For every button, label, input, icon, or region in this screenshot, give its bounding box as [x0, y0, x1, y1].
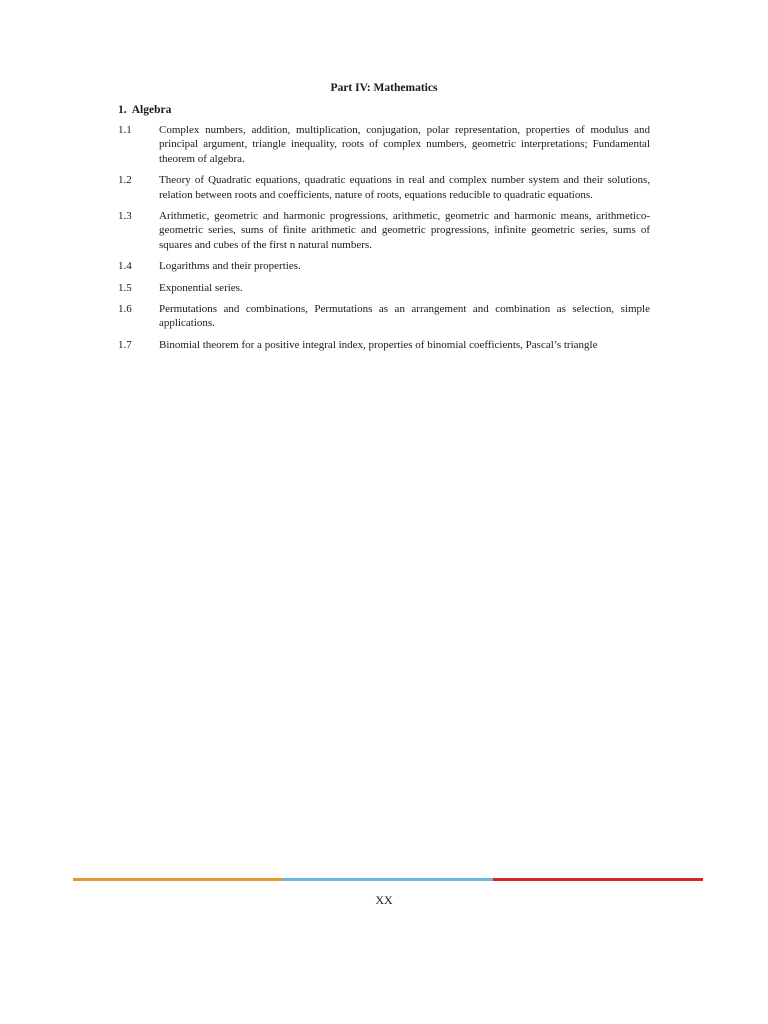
item-number: 1.7 — [118, 338, 132, 351]
footer-rule-blue — [283, 878, 493, 881]
list-item — [118, 173, 650, 202]
list-item — [118, 302, 650, 331]
item-number: 1.2 — [118, 174, 132, 187]
item-number: 1.3 — [118, 210, 132, 223]
item-number: 1.4 — [118, 260, 132, 273]
page-number: XX — [375, 893, 393, 907]
footer-rule-red — [493, 878, 703, 881]
item-text: Exponential series. — [159, 281, 243, 294]
item-text: Arithmetic, geometric and harmonic progressions, arithmetic, geometric and harmonic means, arithmetico-geometric series, sums of finite arithmetic and geometric progressions, infinite geometric series, sums of squares and cubes of the first n natural numbers. — [159, 210, 650, 251]
section-number: 1. — [118, 104, 127, 116]
footer-rule-orange — [73, 878, 283, 881]
item-number: 1.5 — [118, 281, 132, 294]
item-text: Logarithms and their properties. — [159, 260, 301, 273]
item-number: 1.1 — [118, 124, 132, 136]
topic-list — [118, 123, 650, 359]
footer-rule — [73, 878, 703, 881]
item-number: 1.6 — [118, 303, 132, 316]
list-item — [118, 259, 650, 273]
list-item — [118, 123, 650, 166]
page-title: Part IV: Mathematics — [330, 82, 438, 94]
list-item — [118, 281, 650, 295]
section-title: Algebra — [131, 104, 172, 116]
item-text: Binomial theorem for a positive integral index, properties of binomial coefficients, Pascal’s triangle — [159, 338, 598, 351]
list-item — [118, 209, 650, 252]
item-text: Complex numbers, addition, multiplication, conjugation, polar representation, properties of modulus and principal argument, triangle inequality, roots of complex numbers, geometric interpretations; Fundamental theorem of algebra. — [159, 124, 650, 165]
item-text: Theory of Quadratic equations, quadratic equations in real and complex number system and their solutions, relation between roots and coefficients, nature of roots, equations reducible to quadratic equations. — [159, 174, 650, 201]
list-item — [118, 338, 650, 352]
item-text: Permutations and combinations, Permutations as an arrangement and combination as selection, simple applications. — [159, 303, 650, 330]
section-heading — [118, 103, 171, 117]
